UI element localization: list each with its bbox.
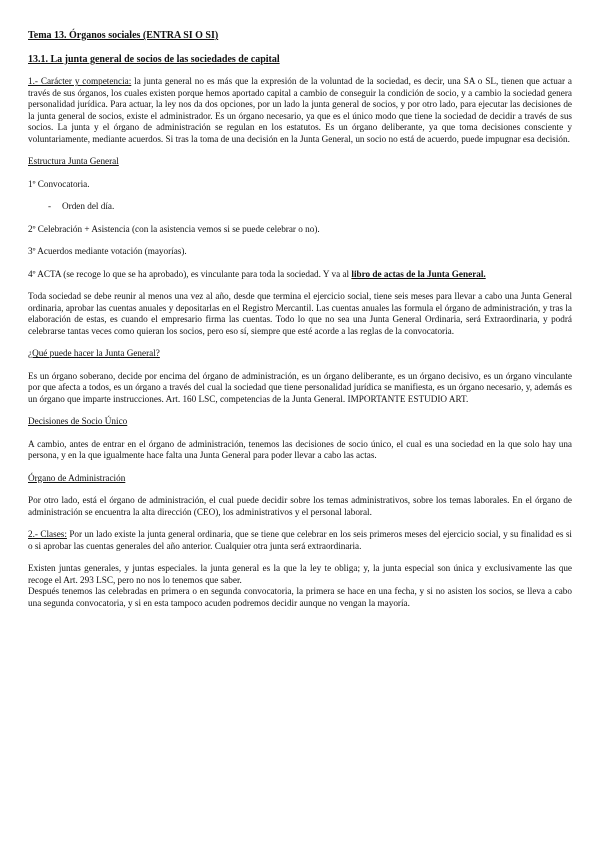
organo-admin-paragraph: Por otro lado, está el órgano de administración, el cual puede decidir sobre los temas administrativos, sobre los temas laborales. En el órgano de administración se encuentra la alta dirección (CEO), los administrativos y el personal laboral.: [28, 495, 572, 517]
socio-unico-heading: Decisiones de Socio Único: [28, 416, 128, 426]
que-puede-heading: ¿Qué puede hacer la Junta General?: [28, 348, 160, 358]
estructura-heading: Estructura Junta General: [28, 156, 119, 166]
bullet-text: Orden del día.: [62, 201, 115, 211]
step-acta-text: 4º ACTA (se recoge lo que se ha aprobado), es vinculante para toda la sociedad. Y va al: [28, 268, 352, 279]
organo-admin-heading: Órgano de Administración: [28, 472, 126, 483]
step-acuerdos: 3º Acuerdos mediante votación (mayorías).: [28, 246, 187, 256]
bullet-dash: -: [48, 201, 52, 211]
que-puede-paragraph: Es un órgano soberano, decide por encima del órgano de administración, es un órgano deliberante, es un órgano decisivo, es un órgano vinculante por que afecta a todos, es un órgano a través del cual la sociedad que tiene personalidad jurídica se manifiesta, es un órgano necesario, y, además es un órgano que imparte instrucciones. Art. 160 LSC, competencias de la Junta General. IMPORTANTE ESTUDIO ART.: [28, 370, 572, 404]
caracter-competencia-paragraph: [28, 76, 572, 145]
libro-actas-emphasis: libro de actas de la Junta General.: [351, 268, 486, 279]
step-acta: [28, 269, 572, 281]
bullet-orden-dia: [28, 201, 572, 213]
clases-paragraph: [28, 529, 572, 552]
step-convocatoria: 1º Convocatoria.: [28, 178, 90, 189]
reunion-paragraph: Toda sociedad se debe reunir al menos una vez al año, desde que termina el ejercicio social, tiene seis meses para llevar a cabo una Junta General ordinaria, aprobar las cuentas anuales y depositarlas en el Registro Mercantil. Las cuentas anuales las formula el órgano de administración, y tras la elaboración de estas, es cuando el empresario firma las cuentas. Todo lo que no sea una Junta General Ordinaria, será Extraordinaria, y podrá celebrarse tantas veces como quieran los socios, pero eso sí, siempre que esté acorde a las reglas de la convocatoria.: [28, 291, 572, 336]
existen-paragraph: Existen juntas generales, y juntas especiales. la junta general es la que la ley te obliga; y, la junta especial son única y exclusivamente las que recoge el Art. 293 LSC, pero no nos lo tenemos que saber.: [28, 563, 572, 585]
clases-label: 2.- Clases:: [28, 529, 67, 539]
clases-text: Por un lado existe la junta general ordinaria, que se tiene que celebrar en los seis primeros meses del ejercicio social, y su finalidad es si o si aprobar las cuentas generales del año anterior. Cualquier otra junta será extraordinaria.: [28, 529, 572, 551]
step-celebracion: 2º Celebración + Asistencia (con la asistencia vemos si se puede celebrar o no).: [28, 223, 320, 234]
socio-unico-paragraph: A cambio, antes de entrar en el órgano de administración, tenemos las decisiones de socio único, el cual es una sociedad en la que solo hay una persona, y en la que igualmente hace falta una Junta General para poder llevar a cabo las actas.: [28, 438, 572, 460]
document-title: Tema 13. Órganos sociales (ENTRA SI O SI): [28, 30, 219, 41]
convocatorias-paragraph: Después tenemos las celebradas en primera o en segunda convocatoria, la primera se hace en una fecha, y si no asisten los socios, se lleva a cabo una segunda convocatoria, y si en esta tampoco acuden podremos decidir aunque no vengan la mayoría.: [28, 586, 572, 608]
caracter-text: la junta general no es más que la expresión de la voluntad de la sociedad, es decir, una SA o SL, tienen que actuar a través de sus órganos, los cuales existen porque hemos aportado capital a cambio de conseguir la condición de socio, y a cambio la sociedad genera personalidad jurídica. Para actuar, la ley nos da dos opciones, por un lado la junta general de socios, y por otro lado, para ejecutar las decisiones de la junta general de socios, existe el administrador. Es un órgano necesario, ya que es el único modo que tiene la sociedad de decidir a través de sus socios. La junta y el órgano de administración se regulan en los estatutos. Es un órgano deliberante, ya que toma decisiones consciente y voluntariamente, mediante acuerdos. Si tras la toma de una decisión en la Junta General, un socio no está de acuerdo, puede impugnar esa decisión.: [28, 76, 572, 144]
caracter-label: 1.- Carácter y competencia:: [28, 76, 132, 86]
section-heading: 13.1. La junta general de socios de las sociedades de capital: [28, 54, 280, 65]
